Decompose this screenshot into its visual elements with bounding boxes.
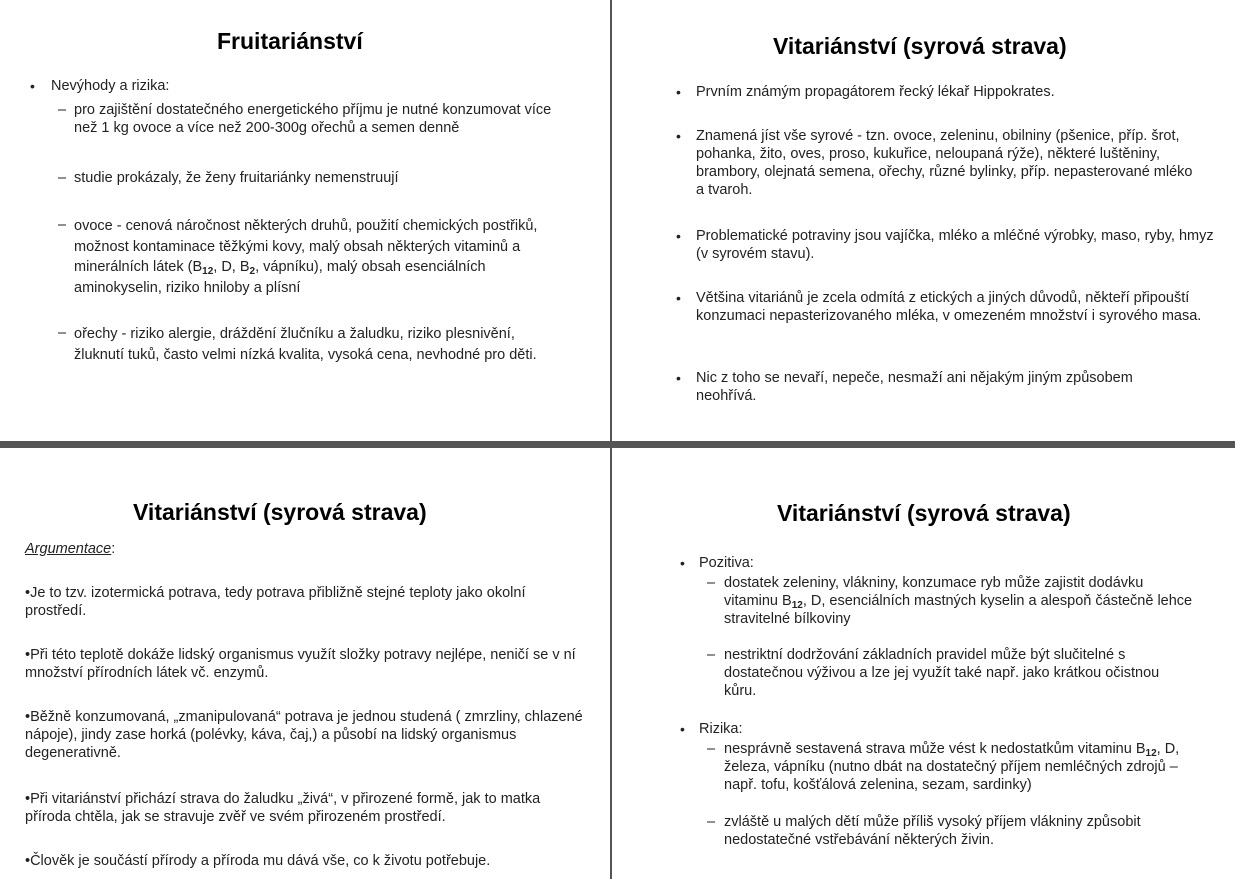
slide-fruitarianstvi bbox=[0, 0, 610, 441]
bullet: • bbox=[676, 84, 681, 100]
paragraph: •Běžně konzumovaná, „zmanipulovaná“ potrava je jednou studená ( zmrzliny, chlazené nápoje), jindy zase horká (polévky, káva, čaj,) a působí na lidský organismus degenerativně. bbox=[25, 709, 583, 761]
bullet: • bbox=[676, 128, 681, 144]
list-item: pro zajištění dostatečného energetického příjmu je nutné konzumovat více než 1 kg ovoce a více než 200-300g ořechů a semen denně bbox=[74, 102, 552, 136]
paragraph: •Při vitariánství přichází strava do žaludku „živá“, v přirozené formě, jak to matka příroda chtěla, jak se stravuje zvěř ve svém přirozeném prostředí. bbox=[25, 791, 541, 825]
list-item: Prvním známým propagátorem řecký lékař Hippokrates. bbox=[696, 84, 1055, 100]
section-heading: Nevýhody a rizika: bbox=[51, 78, 170, 94]
dash: – bbox=[58, 325, 67, 341]
list-item: Problematické potraviny jsou vajíčka, mléko a mléčné výrobky, maso, ryby, hmyz (v syrovém stavu). bbox=[696, 228, 1214, 262]
dash: – bbox=[707, 575, 716, 591]
list-item: ovoce - cenová náročnost některých druhů, použití chemických postřiků, možnost kontaminace těžkými kovy, malý obsah některých vitaminů a minerálních látek ($B_{12}$, D, $B_2$, vápníku), malý obsah esenciálních aminokyselin, riziko hniloby a plísní bbox=[74, 218, 538, 296]
list-item: zvláště u malých dětí může příliš vysoký příjem vlákniny způsobit nedostatečné vstřebávání některých živin. bbox=[724, 814, 1141, 848]
dash: – bbox=[707, 647, 716, 663]
slide-vitarianstvi-3 bbox=[612, 448, 1235, 879]
slide-vitarianstvi-2 bbox=[0, 448, 610, 879]
argument-heading: Argumentace: bbox=[25, 541, 116, 557]
bullet: • bbox=[676, 228, 681, 244]
dash: – bbox=[707, 741, 716, 757]
dash: – bbox=[58, 102, 67, 118]
list-item: ořechy - riziko alergie, dráždění žlučníku a žaludku, riziko plesnivění, žluknutí tuků, často velmi nízká kvalita, vysoká cena, nevhodné pro děti. bbox=[74, 326, 537, 363]
section-heading: Pozitiva: bbox=[699, 555, 754, 571]
dash: – bbox=[58, 170, 67, 186]
paragraph: •Člověk je součástí přírody a příroda mu dává vše, co k životu potřebuje. bbox=[25, 853, 491, 869]
slide-title: Vitariánství (syrová strava) bbox=[133, 499, 427, 525]
list-item: nesprávně sestavená strava může vést k nedostatkům vitaminu $B_{12}$, D, železa, vápníku (nutno dbát na dostatečný příjem nemléčných zdrojů – např. tofu, košťálová zelenina, sezam, sardinky) bbox=[724, 741, 1180, 793]
bullet: • bbox=[30, 78, 35, 94]
list-item: Nic z toho se nevaří, nepeče, nesmaží ani nějakým jiným způsobem neohřívá. bbox=[696, 370, 1133, 404]
bullet: • bbox=[680, 555, 685, 571]
dash: – bbox=[58, 217, 67, 233]
dash: – bbox=[707, 814, 716, 830]
slide-title: Vitariánství (syrová strava) bbox=[773, 33, 1067, 59]
paragraph: •Při této teplotě dokáže lidský organismus využít složky potravy nejlépe, neničí se v ní množství přírodních látek vč. enzymů. bbox=[25, 647, 576, 681]
bullet: • bbox=[676, 370, 681, 386]
list-item: Znamená jíst vše syrové - tzn. ovoce, zeleninu, obilniny (pšenice, příp. šrot, pohanka, žito, oves, proso, kukuřice, neloupaná rýže), některé luštěniny, brambory, olejnatá semena, ořechy, různé bylinky, příp. nepasterované mléko a tvaroh. bbox=[696, 128, 1193, 198]
slide-title: Fruitariánství bbox=[217, 28, 363, 54]
slide-title: Vitariánství (syrová strava) bbox=[777, 500, 1071, 526]
bullet: • bbox=[676, 290, 681, 306]
list-item: nestriktní dodržování základních pravidel může být slučitelné s dostatečnou výživou a lze jej využít také např. jako krátkou očistnou kůru. bbox=[724, 647, 1160, 699]
paragraph: •Je to tzv. izotermická potrava, tedy potrava přibližně stejné teploty jako okolní prostředí. bbox=[25, 585, 526, 619]
list-item: Většina vitariánů je zcela odmítá z etických a jiných důvodů, někteří připouští konzumaci nepasterizovaného mléka, v omezeném množství i syrového masa. bbox=[696, 290, 1202, 324]
vertical-divider bbox=[610, 0, 612, 879]
horizontal-divider bbox=[0, 441, 1235, 448]
section-heading: Rizika: bbox=[699, 721, 743, 737]
list-item: studie prokázaly, že ženy fruitariánky nemenstruují bbox=[74, 170, 399, 186]
list-item: dostatek zeleniny, vlákniny, konzumace ryb může zajistit dodávku vitaminu $B_{12}$, D, esenciálních mastných kyselin a alespoň částečně lehce stravitelné bílkoviny bbox=[724, 575, 1193, 627]
bullet: • bbox=[680, 721, 685, 737]
slide-vitarianstvi-1 bbox=[612, 0, 1235, 441]
